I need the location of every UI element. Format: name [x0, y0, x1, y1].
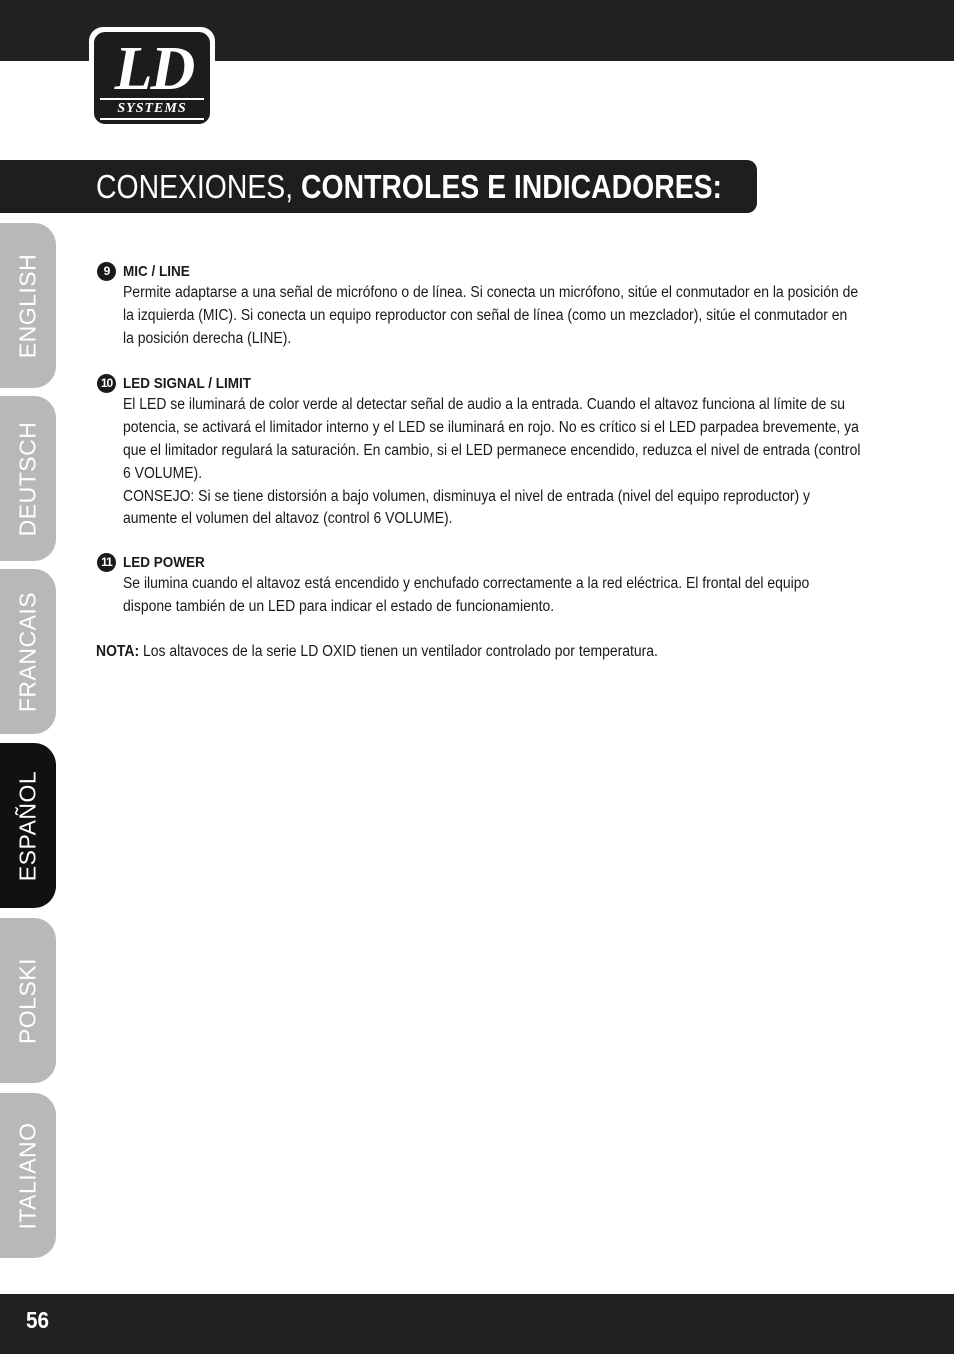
item-mic-line	[96, 260, 866, 350]
language-tab-deutsch[interactable]	[0, 396, 56, 561]
item-number-badge: 9	[97, 262, 116, 281]
language-tab-label: FRANCAIS	[14, 591, 41, 712]
item-header	[96, 260, 866, 282]
page-number: 56	[26, 1307, 50, 1333]
item-description	[123, 573, 861, 619]
language-tab-espanol[interactable]	[0, 743, 56, 908]
item-description	[123, 282, 861, 350]
item-number-badge: 11	[97, 553, 116, 572]
item-number-badge: 10	[97, 374, 116, 393]
item-paragraph: El LED se iluminará de color verde al detectar señal de audio a la entrada. Cuando el altavoz funciona al límite de su potencia, se activará el limitador interno y el LED se iluminará en rojo. No es crítico si el LED parpadea brevemente, ya que el limitador regulará la saturación. En cambio, si el LED permanece encendido, reduzca el nivel de entrada (control 6 VOLUME).	[123, 396, 861, 482]
item-description	[123, 394, 861, 531]
content-body	[96, 260, 866, 664]
logo-sub-text: SYSTEMS	[100, 98, 204, 120]
language-tab-label: ITALIANO	[14, 1121, 41, 1230]
language-tab-francais[interactable]	[0, 569, 56, 734]
bottom-bar	[0, 1294, 954, 1354]
item-heading: LED SIGNAL / LIMIT	[123, 374, 252, 392]
item-heading: MIC / LINE	[123, 262, 190, 280]
item-header	[96, 551, 866, 573]
section-title-light: CONEXIONES,	[96, 168, 294, 205]
item-led-power	[96, 551, 866, 619]
ld-systems-logo	[89, 27, 215, 128]
note-label: NOTA:	[96, 642, 140, 660]
item-led-signal-limit	[96, 372, 866, 531]
language-tab-label: ENGLISH	[14, 253, 41, 358]
note-text: Los altavoces de la serie LD OXID tienen un ventilador controlado por temperatura.	[139, 642, 658, 660]
note	[96, 641, 861, 664]
logo-main-text: LD	[114, 35, 194, 103]
section-title-bold: CONTROLES E INDICADORES:	[301, 168, 723, 205]
language-tab-polski[interactable]	[0, 918, 56, 1083]
item-heading: LED POWER	[123, 553, 205, 571]
language-tab-label: POLSKI	[14, 957, 41, 1044]
language-tab-english[interactable]	[0, 223, 56, 388]
section-title	[96, 167, 722, 207]
language-tab-italiano[interactable]	[0, 1093, 56, 1258]
item-paragraph-tip: CONSEJO: Si se tiene distorsión a bajo volumen, disminuya el nivel de entrada (nivel del equipo reproductor) y aumente el volumen del altavoz (control 6 VOLUME).	[123, 487, 811, 528]
item-paragraph: Permite adaptarse a una señal de micrófono o de línea. Si conecta un micrófono, sitúe el conmutador en la posición de la izquierda (MIC). Si conecta un equipo reproductor con señal de línea (como un mezclador), sitúe el conmutador en la posición derecha (LINE).	[123, 284, 859, 347]
item-header	[96, 372, 866, 394]
item-paragraph: Se ilumina cuando el altavoz está encendido y enchufado correctamente a la red eléctrica. El frontal del equipo dispone también de un LED para indicar el estado de funcionamiento.	[123, 575, 810, 615]
language-tab-label: DEUTSCH	[14, 421, 41, 536]
logo-badge	[94, 32, 210, 124]
language-tab-label: ESPAÑOL	[14, 770, 41, 881]
